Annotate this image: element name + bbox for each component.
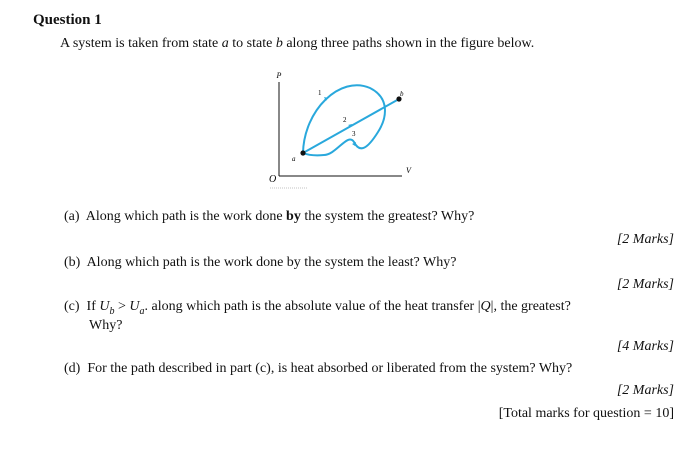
point-a-label: a xyxy=(292,155,296,163)
path-label-1: 1 xyxy=(318,89,322,97)
part-a-text: (a) Along which path is the work done by the system the greatest? Why? xyxy=(64,209,475,224)
part-d-marks: [2 Marks] xyxy=(616,383,674,398)
axis-p-label: P xyxy=(276,71,282,80)
question-intro: A system is taken from state a to state b along three paths shown in the figure below. xyxy=(60,36,535,51)
question-title: Question 1 xyxy=(33,12,102,28)
part-b-text: (b) Along which path is the work done by the system the least? Why? xyxy=(64,255,457,270)
axis-v-label: V xyxy=(406,166,411,175)
part-c-text: (c) If $U_b > U_a$. along which path is the absolute value of the heat transfer |Q|, the greatest? xyxy=(64,299,571,317)
part-a-marks: [2 Marks] xyxy=(616,232,674,247)
part-c-text-line2: Why? xyxy=(89,318,123,333)
part-b-marks: [2 Marks] xyxy=(616,277,674,292)
path-label-2: 2 xyxy=(343,116,347,124)
point-a xyxy=(300,150,305,155)
pv-diagram xyxy=(262,70,422,192)
origin-label: O xyxy=(269,174,277,185)
total-marks: [Total marks for question = 10] xyxy=(498,406,674,421)
point-b-label: b xyxy=(400,90,404,98)
part-d-text: (d) For the path described in part (c), is heat absorbed or liberated from the system? Why? xyxy=(64,361,573,376)
part-c-marks: [4 Marks] xyxy=(616,339,674,354)
path-label-3: 3 xyxy=(352,130,356,138)
